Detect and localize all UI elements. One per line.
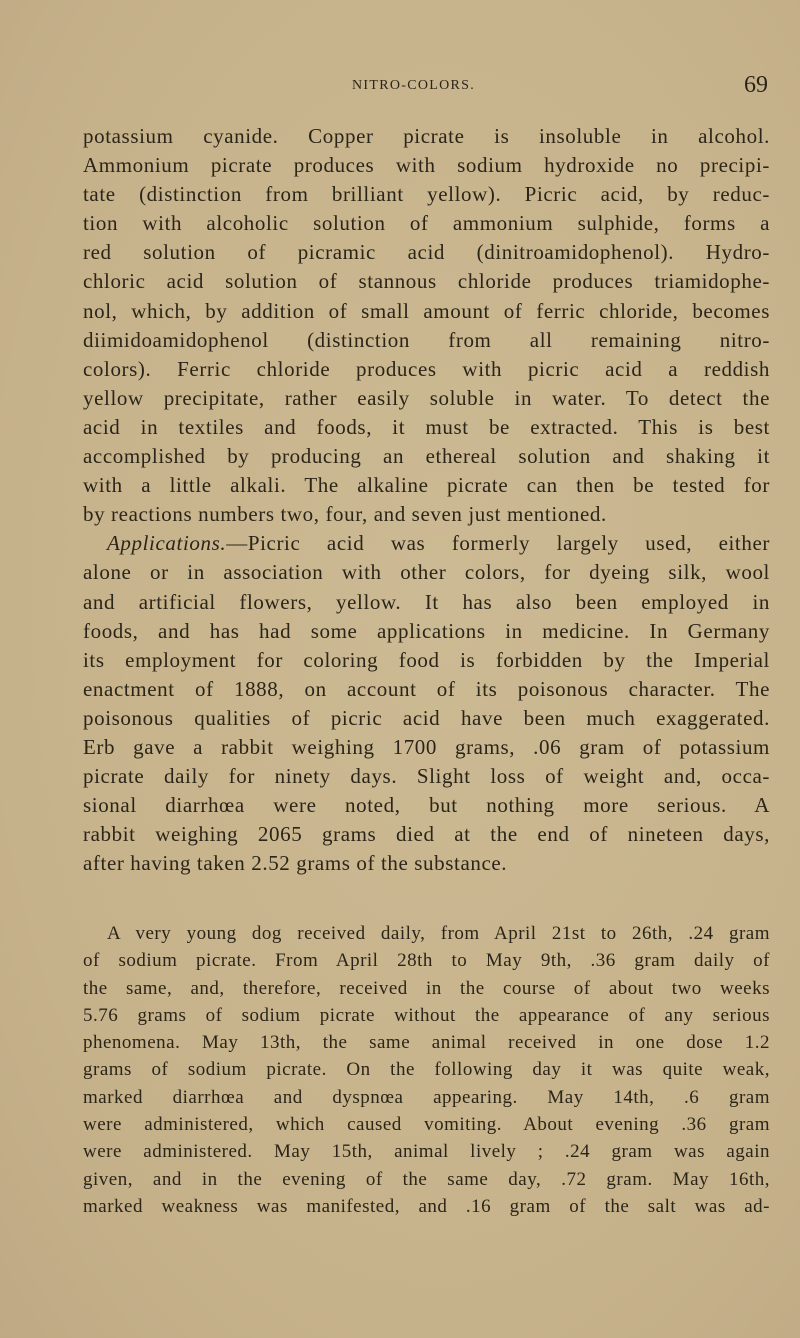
text-line: acid in textiles and foods, it must be extracted. This is best xyxy=(83,414,770,439)
text-line-rest: —Picric acid was formerly largely used, either xyxy=(226,531,770,556)
text-line: rabbit weighing 2065 grams died at the end of nineteen days, xyxy=(83,822,770,847)
text-line: Erb gave a rabbit weighing 1700 grams, .06 gram of potassium xyxy=(83,734,770,759)
text-line: picrate daily for ninety days. Slight loss of weight and, occa- xyxy=(83,764,770,789)
body-text-large xyxy=(83,122,770,878)
text-line: given, and in the evening of the same day, .72 gram. May 16th, xyxy=(83,1168,770,1190)
text-line: by reactions numbers two, four, and seven just mentioned. xyxy=(83,502,607,527)
text-line: red solution of picramic acid (dinitroamidophenol). Hydro- xyxy=(83,240,770,265)
text-line: marked weakness was manifested, and .16 gram of the salt was ad- xyxy=(83,1195,770,1217)
paragraph-3 xyxy=(83,920,770,1220)
text-line: nol, which, by addition of small amount of ferric chloride, becomes xyxy=(83,298,770,323)
text-line: colors). Ferric chloride produces with picric acid a reddish xyxy=(83,356,770,381)
body-text-small xyxy=(83,920,770,1220)
text-line: chloric acid solution of stannous chloride produces triamidophe- xyxy=(83,269,770,294)
running-title: NITRO-COLORS. xyxy=(352,78,476,93)
text-line: were administered. May 15th, animal lively ; .24 gram was again xyxy=(83,1141,770,1163)
text-line: phenomena. May 13th, the same animal received in one dose 1.2 xyxy=(83,1032,770,1054)
text-line: 5.76 grams of sodium picrate without the appearance of any serious xyxy=(83,1004,770,1026)
text-line: diimidoamidophenol (distinction from all remaining nitro- xyxy=(83,327,770,352)
text-line: poisonous qualities of picric acid have been much exaggerated. xyxy=(83,705,770,730)
paragraph-1 xyxy=(83,122,770,529)
text-line: grams of sodium picrate. On the following day it was quite weak, xyxy=(83,1059,770,1081)
text-line: alone or in association with other colors, for dyeing silk, wool xyxy=(83,560,770,585)
text-line: enactment of 1888, on account of its poisonous character. The xyxy=(83,676,770,701)
text-line: accomplished by producing an ethereal solution and shaking it xyxy=(83,444,770,469)
text-line: and artificial flowers, yellow. It has also been employed in xyxy=(83,589,770,614)
text-line: potassium cyanide. Copper picrate is insoluble in alcohol. xyxy=(83,124,770,148)
text-line: were administered, which caused vomiting. About evening .36 gram xyxy=(83,1114,770,1136)
text-line: foods, and has had some applications in medicine. In Germany xyxy=(83,618,770,643)
text-line: of sodium picrate. From April 28th to May 9th, .36 gram daily of xyxy=(83,950,770,972)
text-line: tion with alcoholic solution of ammonium sulphide, forms a xyxy=(83,211,770,236)
text-line: Ammonium picrate produces with sodium hydroxide no precipi- xyxy=(83,153,770,178)
text-line: sional diarrhœa were noted, but nothing more serious. A xyxy=(83,793,770,818)
page-number: 69 xyxy=(744,72,768,98)
text-line: yellow precipitate, rather easily soluble in water. To detect the xyxy=(83,385,770,410)
section-heading-applications: Applications. xyxy=(107,531,227,556)
text-line xyxy=(83,529,770,558)
paragraph-2 xyxy=(83,529,770,878)
text-line: after having taken 2.52 grams of the substance. xyxy=(83,851,508,876)
text-line: A very young dog received daily, from April 21st to 26th, .24 gram xyxy=(107,923,770,944)
text-line: the same, and, therefore, received in the course of about two weeks xyxy=(83,977,770,999)
text-line: with a little alkali. The alkaline picrate can then be tested for xyxy=(83,473,770,498)
text-line: tate (distinction from brilliant yellow). Picric acid, by reduc- xyxy=(83,182,770,207)
text-line: its employment for coloring food is forbidden by the Imperial xyxy=(83,647,770,672)
text-line: marked diarrhœa and dyspnœa appearing. May 14th, .6 gram xyxy=(83,1086,770,1108)
